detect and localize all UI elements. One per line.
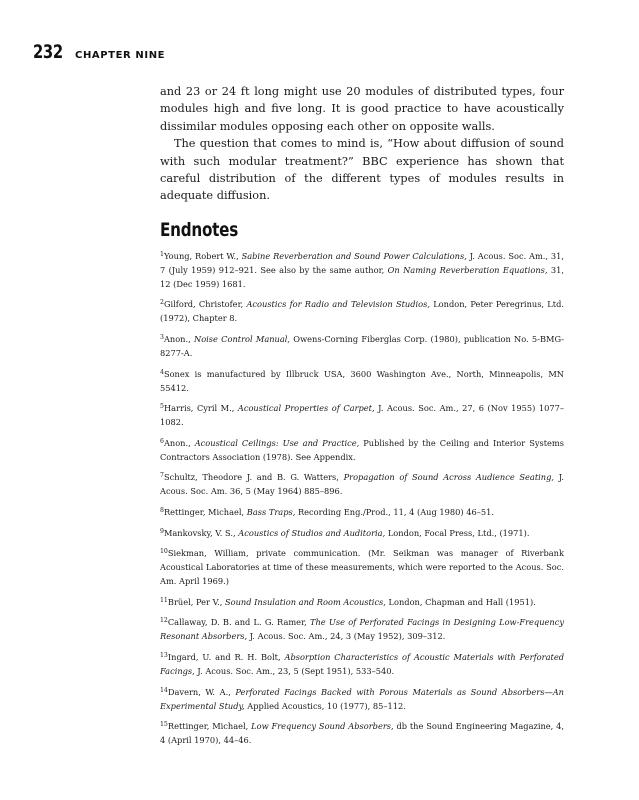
main-content: [160, 83, 564, 754]
endnote-number: 14: [160, 686, 168, 694]
endnote: [160, 685, 564, 713]
endnote-text: Published by the Ceiling and Interior Systems Contractors Association (1978). See Appendix.: [160, 437, 564, 462]
endnote-title: Acoustics of Studios and Auditoria,: [238, 527, 386, 538]
chapter-label: CHAPTER NINE: [75, 50, 166, 61]
endnote-title: Acoustical Ceilings: Use and Practice,: [194, 437, 360, 448]
endnote-text: Davern, W. A.,: [167, 686, 236, 697]
endnote-title: Sound Insulation and Room Acoustics,: [224, 596, 386, 607]
body-paragraph: and 23 or 24 ft long might use 20 modules of distributed types, four modules high and five long. It is good practice to have acoustically dissimilar modules opposing each other on opposite walls.: [160, 85, 564, 133]
endnote-number: 3: [160, 334, 164, 342]
endnote: [160, 546, 564, 588]
endnote-text: London, Chapman and Hall (1951).: [385, 596, 536, 607]
endnote-title: Perforated Facings Backed with Porous Materials as Sound Absorbers—An Experimental Study,: [160, 686, 564, 711]
endnote: [160, 367, 564, 395]
endnote: [160, 719, 564, 747]
endnote: [160, 436, 564, 464]
endnote-text: Owens-Corning Fiberglas Corp. (1980), publication No. 5-BMG-8277-A.: [160, 334, 564, 359]
endnote: [160, 650, 564, 678]
endnote-number: 13: [160, 651, 168, 659]
endnote-title: On Naming Reverberation Equations,: [387, 264, 548, 275]
endnote: [160, 615, 564, 643]
endnote-title: Absorption Characteristics of Acoustic Materials with Perforated Facings,: [160, 651, 564, 676]
endnote-title: Low Frequency Sound Absorbers,: [251, 721, 394, 732]
endnote-text: J. Acous. Soc. Am. 36, 5 (May 1964) 885–896.: [160, 472, 564, 497]
endnote: [160, 595, 564, 609]
endnote-title: The Use of Perforated Facings in Designing Low-Frequency Resonant Absorbers,: [160, 617, 565, 642]
endnote-title: Noise Control Manual,: [193, 334, 291, 345]
endnote-text: Rettinger, Michael,: [163, 507, 247, 517]
endnote-text: Recording Eng./Prod., 11, 4 (Aug 1980) 46–51.: [295, 507, 494, 517]
endnote-number: 5: [160, 403, 164, 411]
endnote-text: Callaway, D. B. and L. G. Ramer,: [167, 617, 310, 628]
section-title: Endnotes: [160, 218, 239, 241]
endnote-text: Anon.,: [163, 437, 195, 448]
endnote-number: 15: [160, 721, 168, 729]
endnote: [160, 505, 564, 519]
endnote-number: 10: [160, 548, 168, 556]
endnote-number: 6: [160, 437, 164, 445]
endnote-title: Bass Traps,: [246, 507, 296, 517]
endnote-text: J. Acous. Soc. Am., 24, 3 (May 1952), 309–312.: [247, 631, 446, 642]
endnote-title: Acoustics for Radio and Television Studios,: [246, 299, 430, 310]
section-heading-wrap: [160, 205, 564, 249]
endnote-text: London, Focal Press, Ltd., (1971).: [385, 527, 530, 538]
endnote-number: 4: [160, 368, 164, 376]
running-header: [33, 41, 165, 63]
endnote-text: J. Acous. Soc. Am., 31, 7 (July 1959) 912–921. See also by the same author,: [160, 250, 565, 275]
endnote-text: J. Acous. Soc. Am., 27, 6 (Nov 1955) 1077–1082.: [160, 403, 564, 428]
page-number: 232: [33, 41, 63, 63]
endnote-text: Applied Acoustics, 10 (1977), 85–112.: [244, 700, 406, 711]
endnotes-list: [160, 249, 564, 747]
endnote: [160, 526, 564, 540]
endnote: [160, 470, 564, 498]
endnote-text: db the Sound Engineering Magazine, 4, 4 (April 1970), 44–46.: [160, 721, 564, 746]
endnote-text: Rettinger, Michael,: [167, 721, 252, 732]
endnote-number: 11: [160, 596, 168, 604]
endnote: [160, 332, 564, 360]
endnote-number: 9: [160, 527, 164, 535]
endnote-text: Anon.,: [163, 334, 194, 345]
endnote-text: Young, Robert W.,: [163, 250, 242, 261]
endnote-number: 8: [160, 507, 164, 514]
endnote: [160, 249, 564, 291]
endnote-number: 2: [160, 299, 164, 307]
endnote-text: London, Peter Peregrinus, Ltd. (1972), Chapter 8.: [160, 299, 564, 324]
endnote-number: 12: [160, 617, 168, 625]
endnote-text: Ingard, U. and R. H. Bolt,: [167, 651, 285, 662]
endnote-text: Brüel, Per V.,: [167, 596, 225, 607]
body-paragraph: The question that comes to mind is, “How about diffusion of sound with such modular treatment?” BBC experience has shown that careful distribution of the different types of modules results in adequate diffusion.: [160, 137, 564, 203]
endnote-title: Propagation of Sound Across Audience Seating,: [343, 472, 555, 483]
endnote-text: Siekman, William, private communication. (Mr. Seikman was manager of Riverbank Acoustical Laboratories at time of these measurements, which were reported to the Acous. Soc. Am. April 1969.): [160, 548, 564, 587]
endnote-number: 1: [160, 250, 164, 258]
endnote-text: Gilford, Christofer,: [163, 299, 247, 310]
endnote: [160, 297, 564, 325]
endnote-text: Mankovsky, V. S.,: [163, 527, 239, 538]
endnote-text: Sonex is manufactured by Illbruck USA, 3600 Washington Ave., North, Minneapolis, MN 55412.: [160, 368, 564, 393]
endnote-title: Sabine Reverberation and Sound Power Calculations,: [241, 250, 467, 261]
endnote-title: Acoustical Properties of Carpet,: [237, 403, 375, 414]
endnote-text: Schultz, Theodore J. and B. G. Watters,: [163, 472, 344, 483]
endnote-text: Harris, Cyril M.,: [163, 403, 238, 414]
endnote: [160, 401, 564, 429]
endnote-text: J. Acous. Soc. Am., 23, 5 (Sept 1951), 533–540.: [194, 665, 395, 676]
endnote-number: 7: [160, 472, 164, 480]
endnote-text: 31, 12 (Dec 1959) 1681.: [160, 264, 564, 289]
